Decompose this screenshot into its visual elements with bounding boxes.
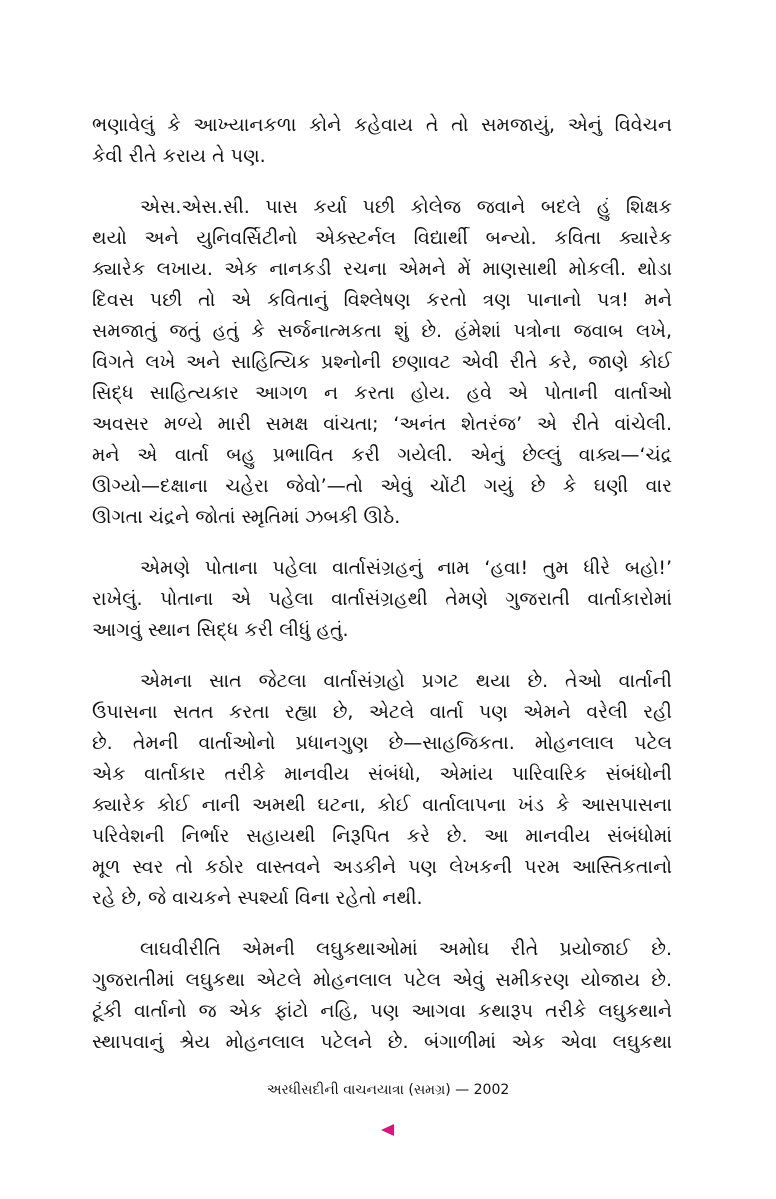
text-line: દિવસ પછી તો એ કવિતાનું વિશ્લેષણ કરતો ત્રણ પાનાનો પત્ર! મને xyxy=(92,289,672,311)
text-line: સિદ્ધ સાહિત્યકાર આગળ ન કરતા હોય. હવે એ પોતાની વાર્તાઓ xyxy=(92,382,672,404)
previous-page-icon[interactable] xyxy=(381,1124,394,1136)
text-line: ટૂંકી વાર્તાનો જ એક ફાંટો નહિ, પણ આગવા કથારૂપ તરીકે લઘુકથાને xyxy=(92,1000,672,1022)
paragraph xyxy=(92,110,672,172)
text-line: એસ.એસ.સી. પાસ કર્યા પછી કોલેજ જવાને બદલે હું શિક્ષક xyxy=(140,196,672,218)
text-line: થયો અને યુનિવર્સિટીનો એક્સ્ટર્નલ વિદ્યાર્થી બન્યો. કવિતા ક્યારેક xyxy=(92,227,672,249)
text-line: સમજાતું જતું હતું કે સર્જનાત્મકતા શું છે. હંમેશાં પત્રોના જવાબ લખે, xyxy=(92,320,672,342)
paragraph xyxy=(92,192,672,533)
text-line: કેવી રીતે કરાય તે પણ. xyxy=(92,145,266,167)
text-line: એક વાર્તાકાર તરીકે માનવીય સંબંધો, એમાંય પારિવારિક સંબંધોની xyxy=(92,763,672,785)
text-line: પરિવેશની નિર્ભાર સહાયથી નિરૂપિત કરે છે. આ માનવીય સંબંધોમાં xyxy=(92,825,672,847)
text-line: રાખેલું. પોતાના એ પહેલા વાર્તાસંગ્રહથી તેમણે ગુજરાતી વાર્તાકારોમાં xyxy=(92,588,672,610)
text-line: આગવું સ્થાન સિદ્ધ કરી લીધું હતું. xyxy=(92,619,349,641)
text-line: મૂળ સ્વર તો કઠોર વાસ્તવને અડકીને પણ લેખકની પરમ આસ્તિકતાનો xyxy=(92,856,672,878)
text-line: લાઘવીરીતિ એમની લઘુકથાઓમાં અમોઘ રીતે પ્રયોજાઈ છે. xyxy=(140,938,672,960)
text-line: ક્યારેક કોઈ નાની અમથી ઘટના, કોઈ વાર્તાલાપના ખંડ કે આસપાસના xyxy=(92,794,672,816)
text-line: સ્થાપવાનું શ્રેય મોહનલાલ પટેલને છે. બંગાળીમાં એક એવા લઘુકથા xyxy=(92,1031,672,1053)
text-line: ભણાવેલું કે આખ્યાનકળા કોને કહેવાય તે તો સમજાયું, એનું વિવેચન xyxy=(92,114,672,136)
text-line: અવસર મળ્યે મારી સમક્ષ વાંચતા; ‘અનંત શેતરંજ’ એ રીતે વાંચેલી. xyxy=(92,413,672,435)
text-line: રહે છે, જે વાચકને સ્પર્શ્યા વિના રહેતો નથી. xyxy=(92,887,423,909)
text-line: એમના સાત જેટલા વાર્તાસંગ્રહો પ્રગટ થયા છે. તેઓ વાર્તાની xyxy=(140,670,672,692)
text-line: ગુજરાતીમાં લઘુકથા એટલે મોહનલાલ પટેલ એવું સમીકરણ યોજાય છે. xyxy=(92,969,672,991)
text-line: એમણે પોતાના પહેલા વાર્તાસંગ્રહનું નામ ‘હવા! તુમ ધીરે બહો!’ xyxy=(140,557,672,579)
paragraph xyxy=(92,553,672,646)
body-text xyxy=(92,110,672,1058)
text-line: વિગતે લખે અને સાહિત્યિક પ્રશ્નોની છણાવટ એવી રીતે કરે, જાણે કોઈ xyxy=(92,351,672,373)
page-footer: અરધીસદીની વાચનયાત્રા (સમગ્ર) — 2002 xyxy=(266,1082,510,1098)
text-line: ઊગ્યો—દક્ષાના ચહેરા જેવો’—તો એવું ચોંટી ગયું છે કે ઘણી વાર xyxy=(92,475,672,497)
paragraph xyxy=(92,934,672,1058)
paragraph xyxy=(92,666,672,914)
text-line: છે. તેમની વાર્તાઓનો પ્રધાનગુણ છે—સાહજિકતા. મોહનલાલ પટેલ xyxy=(92,732,672,754)
text-line: ઊગતા ચંદ્રને જોતાં સ્મૃતિમાં ઝબકી ઊઠે. xyxy=(92,506,401,528)
text-line: ક્યારેક લખાય. એક નાનકડી રચના એમને મેં માણસાથી મોકલી. થોડા xyxy=(92,258,672,280)
text-line: ઉપાસના સતત કરતા રહ્યા છે, એટલે વાર્તા પણ એમને વરેલી રહી xyxy=(92,701,672,723)
text-line: મને એ વાર્તા બહુ પ્રભાવિત કરી ગયેલી. એનું છેલ્લું વાક્ય—‘ચંદ્ર xyxy=(92,444,672,466)
